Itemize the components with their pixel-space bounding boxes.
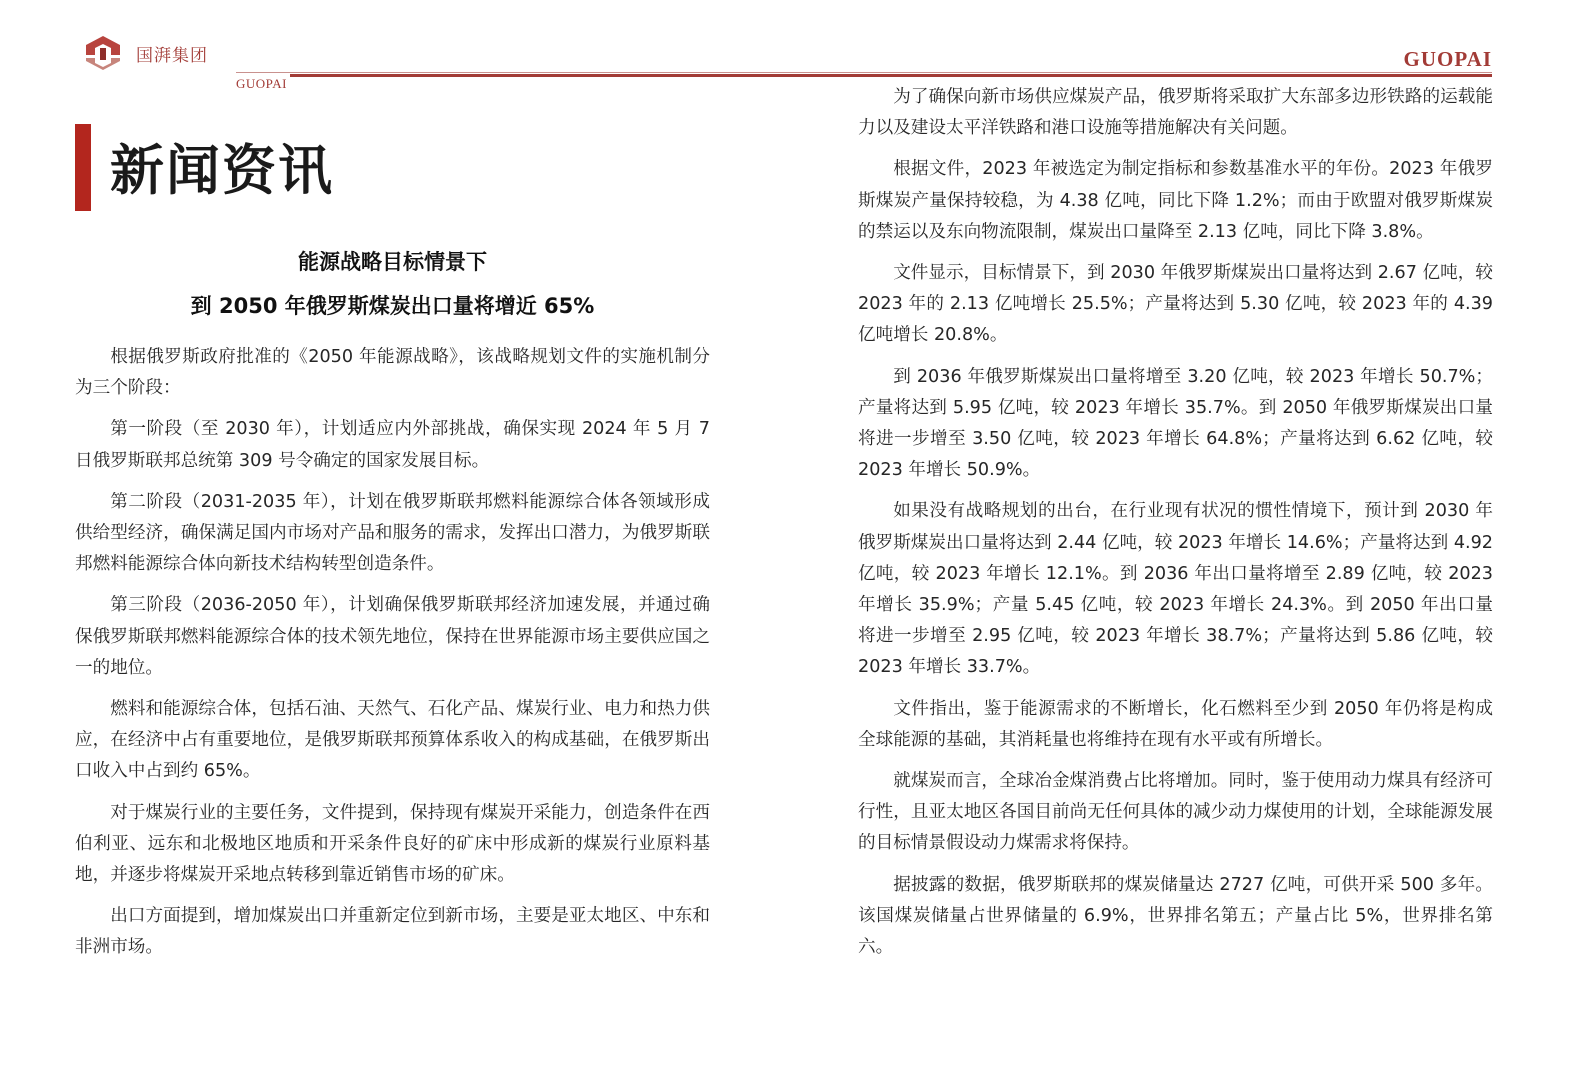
- company-name-en: GUOPAI: [236, 76, 287, 91]
- paragraph: 第一阶段（至 2030 年），计划适应内外部挑战，确保实现 2024 年 5 月 7 日俄罗斯联邦总统第 309 号令确定的国家发展目标。: [75, 419, 710, 471]
- header-rule-thin: [236, 72, 1492, 73]
- paragraph: 根据俄罗斯政府批准的《2050 年能源战略》，该战略规划文件的实施机制分为三个阶段：: [75, 347, 710, 399]
- article-title-line1: 能源战略目标情景下: [298, 250, 487, 274]
- paragraph: 根据文件，2023 年被选定为制定指标和参数基准水平的年份。2023 年俄罗斯煤炭产量保持较稳，为 4.38 亿吨，同比下降 1.2%；而由于欧盟对俄罗斯煤炭的禁运以及东向物流限制，煤炭出口量降至 2.13 亿吨，同比下降 3.8%。: [858, 159, 1493, 242]
- paragraph: 如果没有战略规划的出台，在行业现有状况的惯性情境下，预计到 2030 年俄罗斯煤炭出口量将达到 2.44 亿吨，较 2023 年增长 14.6%；产量将达到 4.92 亿吨，较 2023 年增长 12.1%。到 2036 年出口量将增至 2.89 亿吨，较 2023 年增长 35.9%；产量 5.45 亿吨，较 2023 年增长 24.3%。到 2050 年出口量将进一步增至 2.95 亿吨，较 2023 年增长 38.7%；产量将达到 5.86 亿吨，较 2023 年增长 33.7%。: [858, 501, 1493, 678]
- article-right-column: [858, 82, 1493, 973]
- paragraph: 到 2036 年俄罗斯煤炭出口量将增至 3.20 亿吨，较 2023 年增长 50.7%；产量将达到 5.95 亿吨，较 2023 年增长 35.7%。到 2050 年俄罗斯煤炭出口量将进一步增至 3.50 亿吨，较 2023 年增长 64.8%；产量将达到 6.62 亿吨，较 2023 年增长 50.9%。: [858, 366, 1493, 481]
- section-accent-bar: [75, 124, 91, 211]
- paragraph: 第三阶段（2036-2050 年），计划确保俄罗斯联邦经济加速发展，并通过确保俄罗斯联邦燃料能源综合体的技术领先地位，保持在世界能源市场主要供应国之一的地位。: [75, 595, 710, 678]
- paragraph: 文件显示，目标情景下，到 2030 年俄罗斯煤炭出口量将达到 2.67 亿吨，较 2023 年的 2.13 亿吨增长 25.5%；产量将达到 5.30 亿吨，较 2023 年的 4.39 亿吨增长 20.8%。: [858, 263, 1493, 346]
- paragraph: 就煤炭而言，全球冶金煤消费占比将增加。同时，鉴于使用动力煤具有经济可行性，且亚太地区各国目前尚无任何具体的减少动力煤使用的计划，全球能源发展的目标情景假设动力煤需求将保持。: [858, 771, 1493, 854]
- paragraph: 燃料和能源综合体，包括石油、天然气、石化产品、煤炭行业、电力和热力供应，在经济中占有重要地位，是俄罗斯联邦预算体系收入的构成基础，在俄罗斯出口收入中占到约 65%。: [75, 699, 710, 782]
- article-left-column: [75, 342, 710, 974]
- logo-mark-icon: [82, 32, 122, 72]
- header-brand: GUOPAI: [1403, 47, 1492, 71]
- paragraph: 据披露的数据，俄罗斯联邦的煤炭储量达 2727 亿吨，可供开采 500 多年。该国煤炭储量占世界储量的 6.9%，世界排名第五；产量占比 5%，世界排名第六。: [858, 874, 1493, 958]
- section-title: 新闻资讯: [110, 139, 334, 202]
- company-name: 国湃集团: [136, 46, 208, 66]
- article-title-line2: 到 2050 年俄罗斯煤炭出口量将增近 65%: [190, 294, 595, 318]
- paragraph: 文件指出，鉴于能源需求的不断增长，化石燃料至少到 2050 年仍将是构成全球能源的基础，其消耗量也将维持在现有水平或有所增长。: [858, 698, 1493, 750]
- paragraph: 为了确保向新市场供应煤炭产品，俄罗斯将采取扩大东部多边形铁路的运载能力以及建设太平洋铁路和港口设施等措施解决有关问题。: [858, 87, 1493, 139]
- paragraph: 第二阶段（2031-2035 年），计划在俄罗斯联邦燃料能源综合体各领域形成供给型经济，确保满足国内市场对产品和服务的需求，发挥出口潜力，为俄罗斯联邦燃料能源综合体向新技术结构转型创造条件。: [75, 491, 710, 575]
- paragraph: 对于煤炭行业的主要任务，文件提到，保持现有煤炭开采能力，创造条件在西伯利亚、远东和北极地区地质和开采条件良好的矿床中形成新的煤炭行业原料基地，并逐步将煤炭开采地点转移到靠近销售市场的矿床。: [75, 802, 710, 886]
- paragraph: 出口方面提到，增加煤炭出口并重新定位到新市场，主要是亚太地区、中东和非洲市场。: [75, 906, 710, 958]
- header-rule-thick: [290, 74, 1492, 77]
